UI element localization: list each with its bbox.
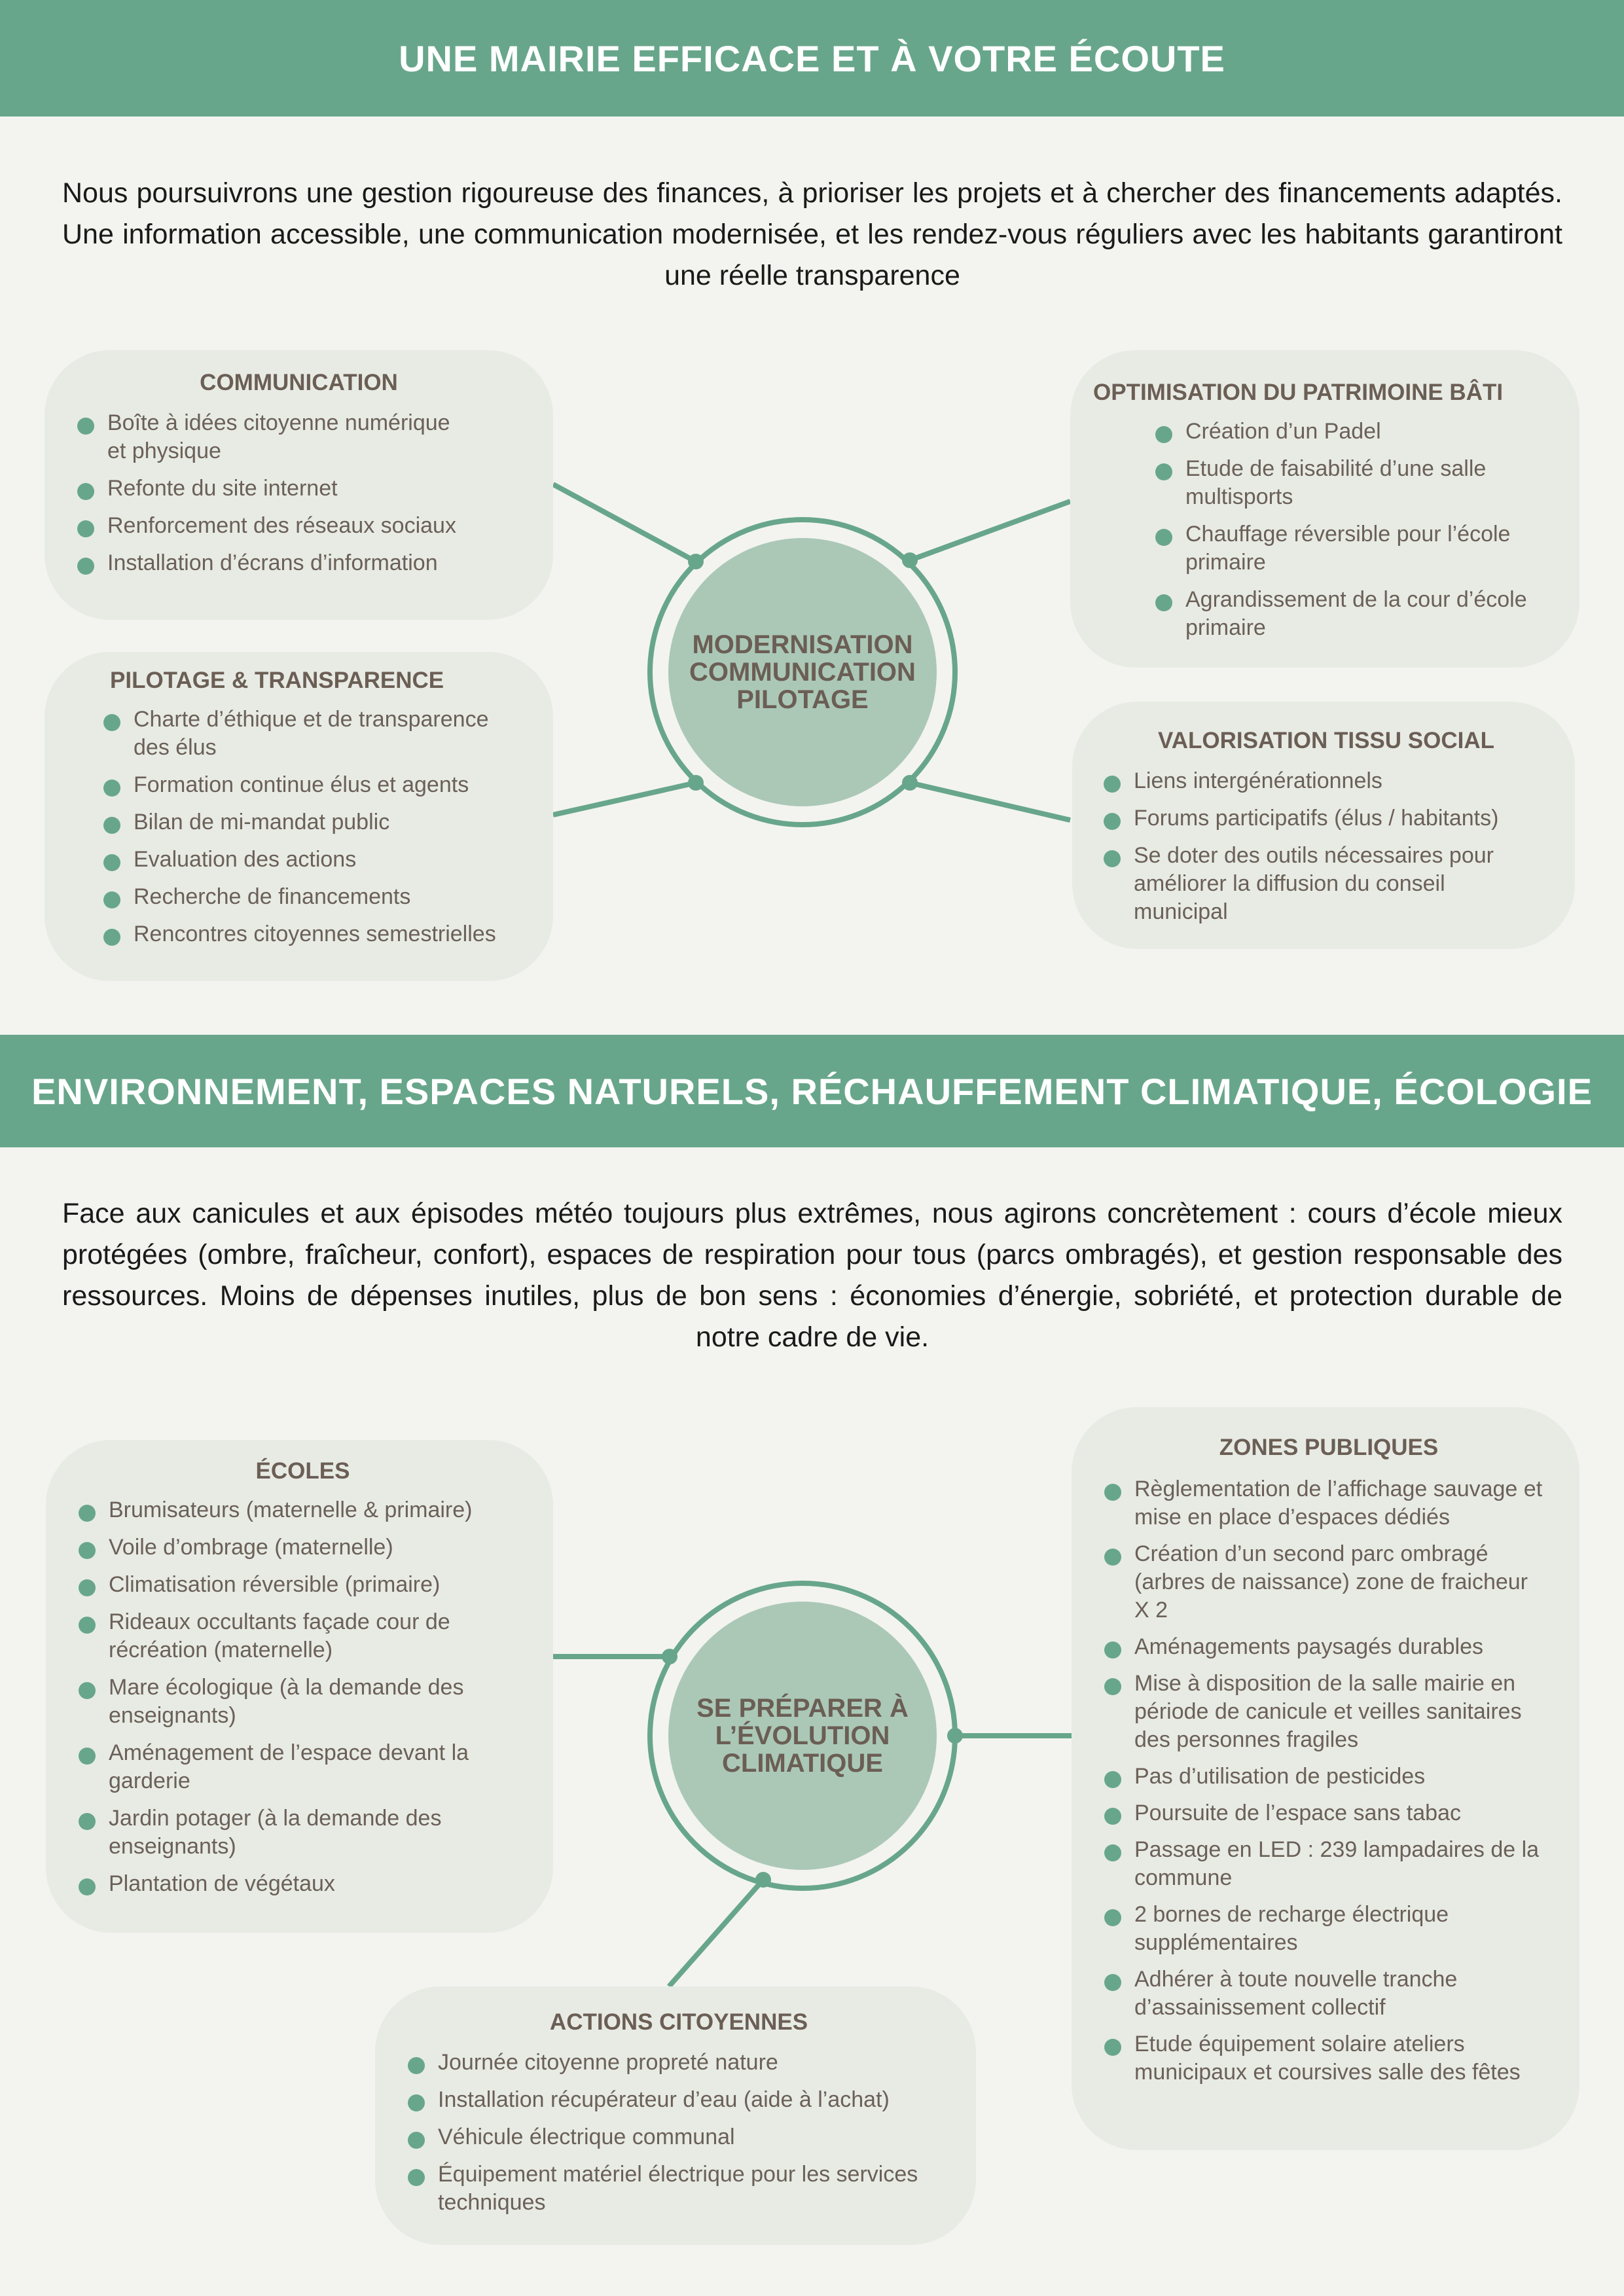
list-item: Mare écologique (à la demande des enseignants)	[79, 1674, 497, 1730]
connector-communication	[553, 484, 696, 562]
list-item: Forums participatifs (élus / habitants)	[1104, 804, 1523, 833]
list-item: Installation d’écrans d’information	[77, 549, 470, 577]
card-ecoles	[46, 1440, 553, 1933]
card-tissu	[1072, 702, 1575, 949]
card-pilotage	[45, 652, 553, 981]
hub-line: CLIMATIQUE	[722, 1749, 883, 1778]
section2-intro: Face aux canicules et aux épisodes météo toujours plus extrêmes, nous agirons concrètement : cours d’école mieux protégées (ombre, fraîcheur, confort), espaces de respiration pour tous (parcs ombragés), et gestion responsable des ressources. Moins de dépenses inutiles, plus de bon sens : économies d’énergie, sobriété, et protection durable de notre cadre de vie.	[62, 1198, 1562, 1353]
list-item: Boîte à idées citoyenne numérique et physique	[77, 409, 470, 465]
list-item: Renforcement des réseaux sociaux	[77, 512, 470, 540]
list-item: Bilan de mi-mandat public	[103, 808, 509, 836]
list-item: Poursuite de l’espace sans tabac	[1104, 1799, 1543, 1827]
list-item: Voile d’ombrage (maternelle)	[79, 1534, 497, 1562]
card-title: OPTIMISATION DU PATRIMOINE BÂTI	[1093, 380, 1504, 405]
card-title: VALORISATION TISSU SOCIAL	[1158, 728, 1494, 753]
list-item: 2 bornes de recharge électrique supplémentaires	[1104, 1901, 1543, 1957]
connector-actions	[669, 1880, 763, 1986]
section2-title: ENVIRONNEMENT, ESPACES NATURELS, RÉCHAUFFEMENT CLIMATIQUE, ÉCOLOGIE	[0, 1035, 1624, 1147]
hub-line: COMMUNICATION	[689, 658, 916, 687]
list-item: Charte d’éthique et de transparence des élus	[103, 706, 509, 762]
list-item: Aménagements paysagés durables	[1104, 1633, 1543, 1661]
list-item: Liens intergénérationnels	[1104, 767, 1523, 795]
list-item: Rideaux occultants façade cour de récréation (maternelle)	[79, 1608, 497, 1664]
list-item: Création d’un Padel	[1155, 418, 1528, 446]
card-title: ZONES PUBLIQUES	[1219, 1435, 1439, 1460]
connector-tissu	[910, 783, 1070, 820]
list-item: Règlementation de l’affichage sauvage et mise en place d’espaces dédiés	[1104, 1475, 1543, 1532]
hub-line: PILOTAGE	[736, 685, 869, 714]
list-item: Pas d’utilisation de pesticides	[1104, 1763, 1543, 1791]
list-item: Etude de faisabilité d’une salle multisports	[1155, 455, 1528, 511]
card-actions-citoyennes	[375, 1986, 976, 2245]
card-zones-publiques	[1072, 1407, 1579, 2150]
list-item: Véhicule électrique communal	[408, 2123, 931, 2151]
list-item: Formation continue élus et agents	[103, 771, 509, 799]
list-item: Adhérer à toute nouvelle tranche d’assainissement collectif	[1104, 1965, 1543, 2022]
hub-line: SE PRÉPARER À	[696, 1694, 909, 1723]
list-item: Chauffage réversible pour l’école primaire	[1155, 520, 1528, 577]
list-item: Agrandissement de la cour d’école primaire	[1155, 586, 1528, 642]
hub-line: L’ÉVOLUTION	[715, 1721, 890, 1750]
hub-modernisation	[668, 538, 937, 806]
list-item: Passage en LED : 239 lampadaires de la commune	[1104, 1836, 1543, 1892]
card-title: PILOTAGE & TRANSPARENCE	[110, 668, 444, 693]
list-item: Équipement matériel électrique pour les services techniques	[408, 2161, 931, 2217]
list-item: Jardin potager (à la demande des enseignants)	[79, 1804, 497, 1861]
list-item: Plantation de végétaux	[79, 1870, 497, 1898]
list-item: Evaluation des actions	[103, 846, 509, 874]
card-title: ÉCOLES	[255, 1458, 350, 1484]
card-communication	[45, 350, 553, 620]
section1-intro: Nous poursuivrons une gestion rigoureuse des finances, à prioriser les projets et à chercher des financements adaptés. Une information accessible, une communication modernisée, et les rendez-vous réguliers avec les habitants garantiront une réelle transparence	[62, 177, 1562, 291]
card-title: ACTIONS CITOYENNES	[549, 2009, 808, 2035]
list-item: Rencontres citoyennes semestrielles	[103, 920, 509, 948]
list-item: Brumisateurs (maternelle & primaire)	[79, 1496, 497, 1524]
list-item: Journée citoyenne propreté nature	[408, 2049, 931, 2077]
connector-pilotage	[553, 783, 696, 815]
connector-patrimoine	[910, 501, 1070, 560]
list-item: Aménagement de l’espace devant la garderie	[79, 1739, 497, 1795]
section1-title: UNE MAIRIE EFFICACE ET À VOTRE ÉCOUTE	[0, 0, 1624, 117]
card-patrimoine	[1070, 350, 1579, 668]
list-item: Refonte du site internet	[77, 475, 470, 503]
hub-climat	[668, 1602, 937, 1870]
list-item: Climatisation réversible (primaire)	[79, 1571, 497, 1599]
list-item: Création d’un second parc ombragé (arbres de naissance) zone de fraicheur X 2	[1104, 1540, 1543, 1624]
list-item: Se doter des outils nécessaires pour améliorer la diffusion du conseil municipal	[1104, 842, 1523, 926]
list-item: Recherche de financements	[103, 883, 509, 911]
list-item: Mise à disposition de la salle mairie en période de canicule et veilles sanitaires des personnes fragiles	[1104, 1670, 1543, 1754]
list-item: Installation récupérateur d’eau (aide à l’achat)	[408, 2086, 931, 2114]
card-title: COMMUNICATION	[200, 370, 398, 395]
hub-line: MODERNISATION	[692, 630, 913, 659]
list-item: Etude équipement solaire ateliers municipaux et coursives salle des fêtes	[1104, 2030, 1543, 2087]
